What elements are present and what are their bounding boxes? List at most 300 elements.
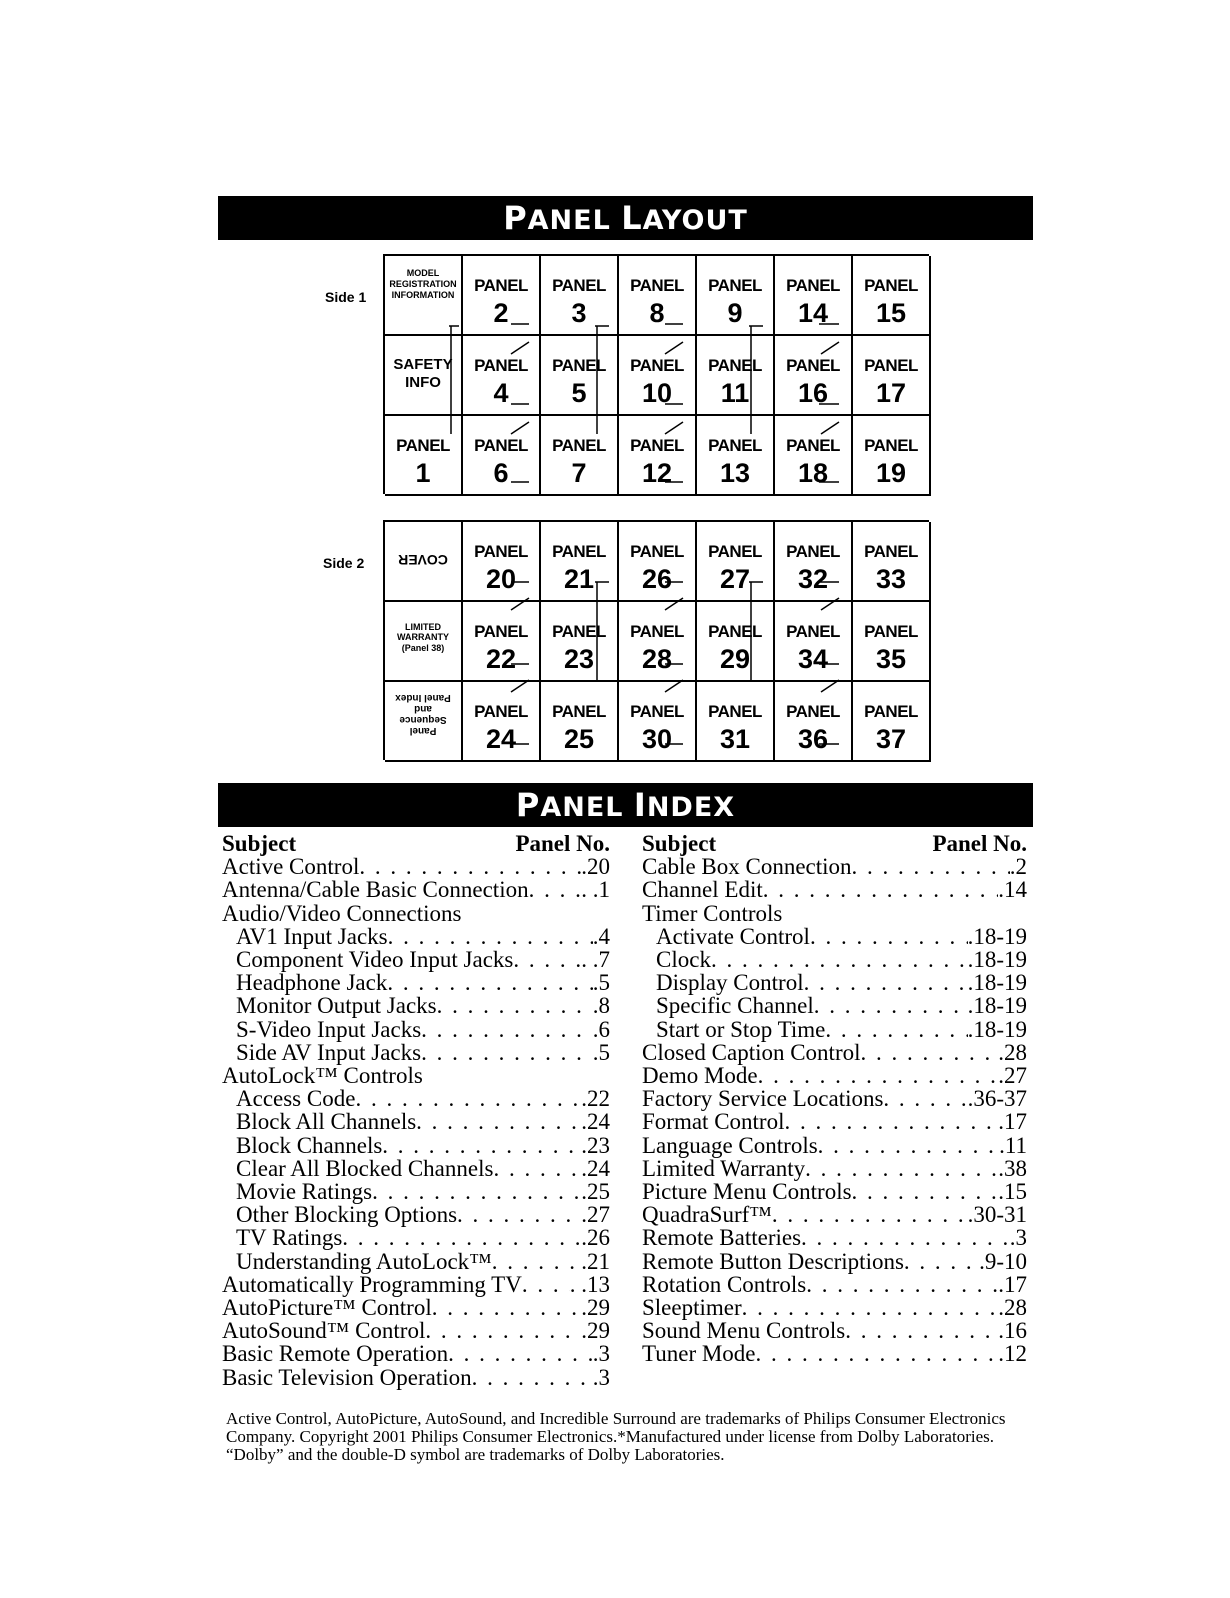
panel-number: 35 [875,644,907,674]
index-entry [222,1366,610,1389]
index-list [222,855,610,1389]
index-subject: Rotation Controls [642,1271,807,1297]
panel-word: PANEL [474,702,528,721]
panel-word: PANEL [708,542,762,561]
panel-word: PANEL [474,276,528,295]
index-panel-number: . .7 [581,947,610,973]
index-panel-number: .17 [998,1271,1027,1297]
panel-cell [463,256,541,336]
index-panel-number: .18-19 [967,947,1027,973]
panel-cell [541,602,619,682]
panel-word: PANEL [786,702,840,721]
index-subject: Audio/Video Connections [222,900,462,926]
panel-cell [619,602,697,682]
index-subject: Basic Television Operation [222,1364,472,1390]
index-panel-number: . .1 [581,877,610,903]
panel-number: 37 [875,724,907,754]
panel-number: 15 [875,298,907,328]
panel-word: PANEL [630,542,684,561]
dot-leader [513,948,581,971]
index-panel-number: .38 [998,1155,1027,1181]
panel-cell [619,336,697,416]
index-subject: AutoLock™ Controls [222,1063,423,1089]
registration-cell: MODEL REGISTRATION INFORMATION [385,256,463,336]
panel-word: PANEL [474,356,528,375]
panel-cell [697,416,775,496]
panel-number: 6 [493,458,509,488]
index-entry [642,902,1027,925]
panel-word: PANEL [474,542,528,561]
dot-leader [763,878,999,901]
panel-cell [619,522,697,602]
panel-number: 28 [641,644,673,674]
panel-word: PANEL [552,622,606,641]
index-panel-number: .26 [581,1225,610,1251]
index-list [642,855,1027,1365]
index-subject: Language Controls [642,1132,818,1158]
panel-word: PANEL [708,356,762,375]
index-entry [222,902,610,925]
index-entry [642,1157,1027,1180]
index-subject: Clear All Blocked Channels [236,1155,494,1181]
index-subject: Activate Control [656,923,810,949]
index-entry [642,1342,1027,1365]
panel-number: 25 [563,724,595,754]
panel-word: PANEL [786,542,840,561]
index-entry [222,1180,610,1203]
panel-word: PANEL [786,436,840,455]
index-entry [642,1180,1027,1203]
dot-leader [814,994,968,1017]
index-entry [642,1319,1027,1342]
panel-cell [697,682,775,762]
panel-cell [775,522,853,602]
panel-word: PANEL [864,702,918,721]
index-entry [222,1157,610,1180]
dot-leader [457,1203,581,1226]
index-panel-number: .2 [1009,854,1027,880]
panel-word: PANEL [552,356,606,375]
index-subject: Headphone Jack [236,970,388,996]
index-entry [642,1041,1027,1064]
panel-number: 16 [797,378,829,408]
index-entry [642,878,1027,901]
dot-leader [772,1203,968,1226]
index-panel-number: .5 [592,1039,610,1065]
panel-number: 27 [719,564,751,594]
index-panel-number: .24 [581,1155,610,1181]
index-subject: Demo Mode [642,1063,758,1089]
index-subject: Block Channels [236,1132,383,1158]
dot-leader [904,1250,979,1273]
index-entry [222,855,610,878]
safety-info-cell: SAFETY INFO [385,336,463,416]
panel-word: PANEL [864,356,918,375]
panel-number: 17 [875,378,907,408]
side2-label: Side 2 [323,555,365,571]
panel-number: 24 [485,724,517,754]
dot-leader [388,925,593,948]
panel-number: 10 [641,378,673,408]
panel-word: PANEL [552,436,606,455]
panel-number: 9 [727,298,743,328]
index-entry [642,1296,1027,1319]
panel-number: 23 [563,644,595,674]
dot-leader [806,1273,998,1296]
index-panel-number: .18-19 [967,970,1027,996]
index-entry [222,925,610,948]
dot-leader [416,1110,581,1133]
panel-cell [385,416,463,496]
dot-leader [852,855,1010,878]
index-subject: Format Control [642,1109,785,1135]
index-subject: Access Code [236,1086,356,1112]
side1-label: Side 1 [325,289,367,305]
panel-number: 22 [485,644,517,674]
dot-leader [784,1110,998,1133]
dot-leader [432,1296,582,1319]
panel-cell [775,256,853,336]
index-entry [222,971,610,994]
index-entry [642,1018,1027,1041]
index-panel-number: .3 [1009,1225,1027,1251]
index-subject: AutoPicture™ Control [222,1295,432,1321]
panel-word: PANEL [630,622,684,641]
panel-word: PANEL [864,436,918,455]
panel-word: PANEL [708,276,762,295]
index-panel-number: .23 [581,1132,610,1158]
index-entry [222,1110,610,1133]
index-subject: Side AV Input Jacks [236,1039,422,1065]
dot-leader [825,1018,967,1041]
dot-leader [382,1134,581,1157]
index-entry [642,1110,1027,1133]
index-panel-number: .22 [581,1086,610,1112]
index-entry [222,1041,610,1064]
index-panel-number: .28 [998,1039,1027,1065]
dot-leader [883,1087,967,1110]
panel-word: PANEL [474,436,528,455]
index-subject: Component Video Input Jacks [236,947,514,973]
dot-leader [493,1157,581,1180]
index-subject: Sleeptimer [642,1295,742,1321]
panel-number: 36 [797,724,829,754]
panel-word: PANEL [708,622,762,641]
panel-cell [697,522,775,602]
index-subject: Block All Channels [236,1109,417,1135]
dot-leader [861,1041,999,1064]
panel-number: 21 [563,564,595,594]
index-subject: Display Control [656,970,804,996]
index-subject: Remote Batteries [642,1225,802,1251]
index-panel-number: .16 [998,1318,1027,1344]
index-entry [222,994,610,1017]
index-entry [642,994,1027,1017]
index-panel-number: .18-19 [967,993,1027,1019]
index-panel-number: .29 [581,1295,610,1321]
index-panel-number: .14 [998,877,1027,903]
index-panel-number: .6 [592,1016,610,1042]
panel-cell [619,256,697,336]
index-entry [222,1203,610,1226]
index-panel-number: .4 [592,923,610,949]
dot-leader [387,971,592,994]
index-panel-number: .27 [581,1202,610,1228]
panel-number: 34 [797,644,829,674]
dot-leader [355,1087,581,1110]
limited-warranty-cell: LIMITED WARRANTY (Panel 38) [385,602,463,682]
panel-word: PANEL [786,622,840,641]
index-subject: Other Blocking Options [236,1202,458,1228]
dot-leader [425,1319,581,1342]
index-entry [222,1064,610,1087]
index-subject: Understanding AutoLock™ [236,1248,492,1274]
panel-number: 14 [797,298,829,328]
panel-cell [463,336,541,416]
index-entry [222,1134,610,1157]
panel-cell [541,682,619,762]
index-entry [222,1226,610,1249]
panel-cell [463,522,541,602]
index-subject: Timer Controls [642,900,783,926]
index-panel-number: .15 [998,1179,1027,1205]
panel-number: 11 [720,378,750,408]
panel-cell [463,682,541,762]
index-subject: Tuner Mode [642,1341,756,1367]
index-panel-number: .18-19 [967,923,1027,949]
index-subject: Sound Menu Controls [642,1318,846,1344]
panel-number: 33 [875,564,907,594]
index-subject: Movie Ratings [236,1179,373,1205]
index-entry [222,1342,610,1365]
index-entry [222,1250,610,1273]
index-subject: TV Ratings [236,1225,343,1251]
dot-leader [492,1250,582,1273]
index-subject: S-Video Input Jacks [236,1016,422,1042]
index-subject: Channel Edit [642,877,763,903]
index-panel-number: .17 [998,1109,1027,1135]
side1-panel-grid [383,254,929,494]
dot-leader [756,1342,999,1365]
index-subject: Antenna/Cable Basic Connection [222,877,529,903]
panel-cell [775,602,853,682]
index-subject: Cable Box Connection [642,854,852,880]
index-entry [642,925,1027,948]
panel-number: 19 [875,458,907,488]
panel-number: 8 [649,298,665,328]
index-entry [642,1064,1027,1087]
index-subject: Remote Button Descriptions [642,1248,904,1274]
dot-leader [372,1180,581,1203]
panel-number: 3 [571,298,587,328]
index-panel-number: .9-10 [979,1248,1027,1274]
panel-cell [541,336,619,416]
index-subject: Specific Channel [656,993,814,1019]
panel-number: 13 [719,458,751,488]
panel-word: PANEL [630,356,684,375]
panel-cell [463,416,541,496]
index-entry [222,878,610,901]
index-panel-number: .24 [581,1109,610,1135]
dot-leader [522,1273,570,1296]
index-subject: QuadraSurf™ [642,1202,772,1228]
dot-leader [742,1296,999,1319]
index-subject: Limited Warranty [642,1155,806,1181]
panel-cell [463,602,541,682]
index-subject: Basic Remote Operation [222,1341,449,1367]
panel-number: 30 [641,724,673,754]
panel-word: PANEL [786,276,840,295]
panel-cell [697,602,775,682]
index-panel-number: .18-19 [967,1016,1027,1042]
panel-number: 1 [415,458,431,488]
index-subject: Factory Service Locations [642,1086,884,1112]
dot-leader [852,1180,999,1203]
panel-number: 7 [571,458,587,488]
trademark-footnote: Active Control, AutoPicture, AutoSound, and Incredible Surround are trademarks of Philips Consumer Electronics Company. Copyright 2001 Philips Consumer Electronics.*Manufactured under license from Dolby Laboratories. “Dolby” and the double-D symbol are trademarks of Dolby Laboratories. [226,1409,1006,1464]
panel-word: PANEL [864,542,918,561]
index-entry [642,1250,1027,1273]
dot-leader [529,878,582,901]
index-panel-number: .11 [999,1132,1027,1158]
index-entry [642,1134,1027,1157]
panel-word: PANEL [708,702,762,721]
index-subject: Automatically Programming TV [222,1271,522,1297]
panel-number: 26 [641,564,673,594]
dot-leader [845,1319,998,1342]
panel-cell [541,256,619,336]
panel-layout-heading: PANEL LAYOUT [218,196,1033,240]
dot-leader [437,994,593,1017]
dot-leader [711,948,968,971]
index-entry [222,1018,610,1041]
index-entry [642,1087,1027,1110]
panel-cell [853,522,931,602]
dot-leader [805,1157,998,1180]
side2-panel-grid [383,520,929,760]
dot-leader [758,1064,999,1087]
index-panel-number: .30-31 [967,1202,1027,1228]
index-subject: Start or Stop Time [656,1016,826,1042]
panel-word: PANEL [864,622,918,641]
index-panel-number: .29 [581,1318,610,1344]
index-entry [222,1296,610,1319]
cover-cell: COVER [385,522,463,602]
panel-word: PANEL [864,276,918,295]
panel-number: 32 [797,564,829,594]
panel-word: PANEL [396,436,450,455]
panel-word: PANEL [630,436,684,455]
panel-number: 5 [571,378,587,408]
index-header: Subject Panel No. [222,831,610,856]
index-subject: AV1 Input Jacks [236,923,388,949]
index-entry [222,1273,610,1296]
index-panel-number: .21 [581,1248,610,1274]
panel-number: 20 [485,564,517,594]
dot-leader [801,1226,1010,1249]
panel-word: PANEL [630,276,684,295]
index-entry [642,971,1027,994]
index-entry [642,1203,1027,1226]
index-entry [642,1226,1027,1249]
index-left-column [222,832,610,1389]
panel-word: PANEL [474,622,528,641]
panel-number: 4 [493,378,509,408]
panel-cell [541,416,619,496]
panel-cell [853,256,931,336]
dot-leader [448,1342,593,1365]
panel-word: PANEL [708,436,762,455]
index-panel-number: .36-37 [967,1086,1027,1112]
panel-cell [853,602,931,682]
panel-cell [619,682,697,762]
index-panel-number: .12 [998,1341,1027,1367]
index-panel-number: .27 [998,1063,1027,1089]
panel-cell [697,336,775,416]
panel-cell [853,416,931,496]
dot-leader [472,1366,593,1389]
index-entry [222,1319,610,1342]
index-subject: Picture Menu Controls [642,1179,852,1205]
panel-cell [541,522,619,602]
index-subject: Monitor Output Jacks [236,993,437,1019]
panel-cell [853,682,931,762]
index-subject: Closed Caption Control [642,1039,861,1065]
panel-word: PANEL [630,702,684,721]
index-panel-number: .25 [581,1179,610,1205]
index-subject: Clock [656,947,711,973]
panel-index-heading: PANEL INDEX [218,783,1033,827]
index-entry [222,1087,610,1110]
panel-number: 12 [641,458,673,488]
panel-number: 31 [719,724,751,754]
panel-cell [775,416,853,496]
index-panel-number: . .13 [569,1271,610,1297]
panel-word: PANEL [552,542,606,561]
dot-leader [421,1041,593,1064]
panel-number: 29 [719,644,751,674]
dot-leader [421,1018,593,1041]
index-panel-number: .8 [592,993,610,1019]
dot-leader [818,1134,999,1157]
index-subject: Active Control [222,854,360,880]
index-entry [642,855,1027,878]
panel-number: 2 [493,298,509,328]
index-panel-number: .20 [581,854,610,880]
panel-number: 18 [797,458,829,488]
dot-leader [810,925,968,948]
panel-word: PANEL [786,356,840,375]
index-entry [642,1273,1027,1296]
panel-cell [619,416,697,496]
index-panel-number: .5 [592,970,610,996]
index-subject: AutoSound™ Control [222,1318,426,1344]
index-right-column [642,832,1027,1366]
index-panel-number: .28 [998,1295,1027,1321]
panel-cell [775,682,853,762]
dot-leader [359,855,581,878]
panel-cell [853,336,931,416]
panel-cell [775,336,853,416]
dot-leader [342,1226,581,1249]
panel-word: PANEL [552,702,606,721]
index-panel-number: .3 [592,1341,610,1367]
index-entry [642,948,1027,971]
panel-index-sequence-cell: Panel Sequence and Panel Index [385,682,463,762]
index-entry [222,948,610,971]
index-panel-number: .3 [592,1364,610,1390]
panel-word: PANEL [552,276,606,295]
